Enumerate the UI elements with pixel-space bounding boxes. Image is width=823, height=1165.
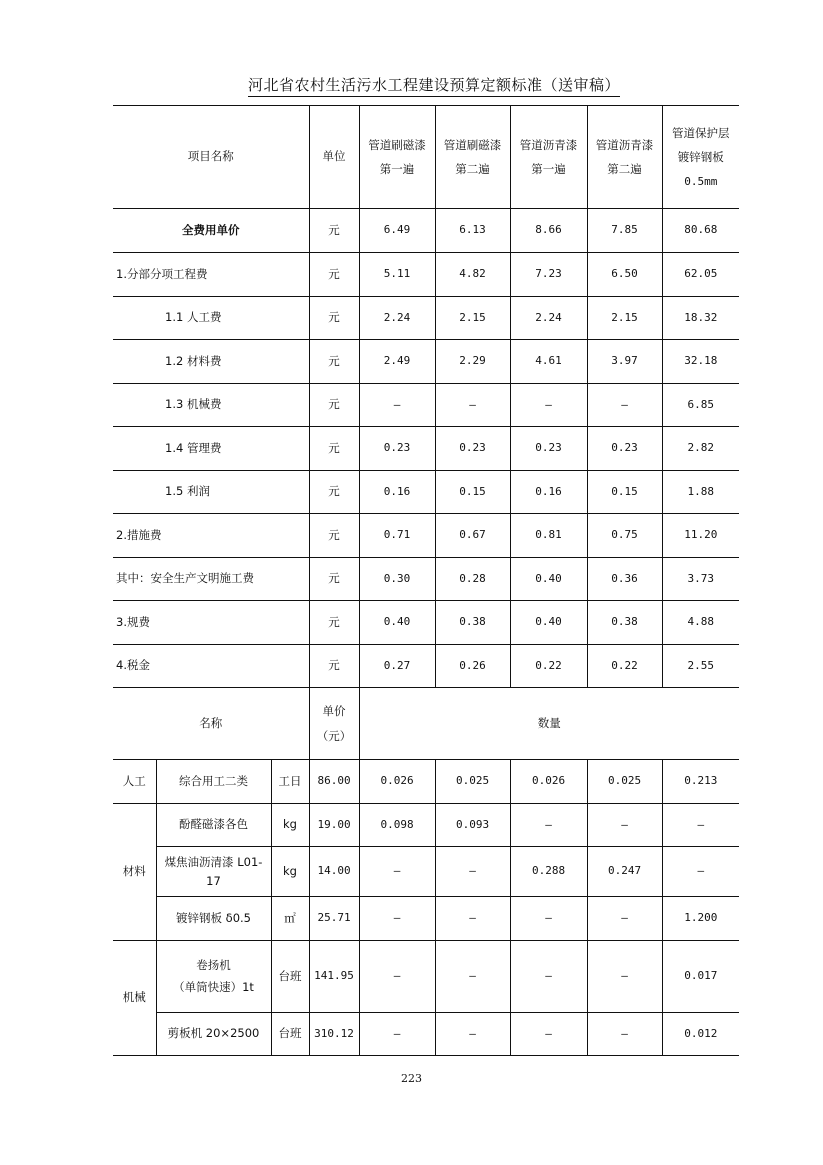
- cost-value: 2.82: [662, 427, 739, 471]
- cost-item-name: 2.措施费: [113, 514, 309, 558]
- cost-value: 0.71: [359, 514, 435, 558]
- cost-value: 2.29: [435, 340, 510, 384]
- cost-item-name: 1.2 材料费: [113, 340, 309, 384]
- document-title: 河北省农村生活污水工程建设预算定额标准（送审稿）: [248, 74, 620, 97]
- resource-quantity: –: [435, 847, 510, 897]
- resource-quantity: –: [435, 897, 510, 941]
- cost-value: 5.11: [359, 253, 435, 297]
- resource-quantity: 0.025: [435, 760, 510, 804]
- resource-name: 煤焦油沥清漆 L01-17: [156, 847, 271, 897]
- column-header-line: 第二遍: [455, 162, 490, 176]
- resource-quantity: –: [662, 847, 739, 897]
- cost-value: 18.32: [662, 297, 739, 340]
- cost-value: 0.15: [587, 471, 662, 514]
- resource-name: 酚醛磁漆各色: [156, 804, 271, 847]
- resource-quantity: –: [587, 804, 662, 847]
- resource-unit: ㎡: [271, 897, 309, 941]
- cost-item-name: 3.规费: [113, 601, 309, 645]
- cost-value: 0.22: [510, 645, 587, 688]
- resource-quantity: –: [435, 941, 510, 1013]
- resource-unit: 台班: [271, 941, 309, 1013]
- cost-value: 7.23: [510, 253, 587, 297]
- cost-value: 62.05: [662, 253, 739, 297]
- resource-quantity: 0.017: [662, 941, 739, 1013]
- cost-item-unit: 元: [309, 384, 359, 427]
- column-header-1: [359, 106, 435, 209]
- resource-name: 剪板机 20×2500: [156, 1013, 271, 1056]
- resource-unit-price: 19.00: [309, 804, 359, 847]
- cost-value: 0.23: [359, 427, 435, 471]
- column-header-4: [587, 106, 662, 209]
- resource-quantity: 0.247: [587, 847, 662, 897]
- resource-row: [113, 804, 739, 847]
- cost-row: [113, 558, 739, 601]
- cost-item-unit: 元: [309, 427, 359, 471]
- resource-quantity: 0.026: [510, 760, 587, 804]
- cost-value: 32.18: [662, 340, 739, 384]
- resource-row: [113, 941, 739, 1013]
- resource-quantity: –: [587, 1013, 662, 1056]
- quantity-header: 数量: [359, 688, 739, 760]
- cost-item-unit: 元: [309, 601, 359, 645]
- resource-quantity: –: [662, 804, 739, 847]
- column-header-line: 第一遍: [379, 162, 415, 176]
- resource-unit-price: 25.71: [309, 897, 359, 941]
- cost-item-name: 1.5 利润: [113, 471, 309, 514]
- cost-value: 3.97: [587, 340, 662, 384]
- cost-row: [113, 645, 739, 688]
- resource-unit: 台班: [271, 1013, 309, 1056]
- resource-unit-price: 86.00: [309, 760, 359, 804]
- cost-value: 0.15: [435, 471, 510, 514]
- resource-quantity: 0.213: [662, 760, 739, 804]
- cost-value: 7.85: [587, 209, 662, 253]
- resource-category: 人工: [113, 760, 156, 804]
- cost-value: 2.15: [435, 297, 510, 340]
- cost-value: 0.40: [510, 558, 587, 601]
- cost-item-unit: 元: [309, 558, 359, 601]
- resource-category: 机械: [113, 941, 156, 1056]
- column-header-line: 第一遍: [531, 162, 566, 176]
- column-header-line: 第二遍: [607, 162, 642, 176]
- resource-unit: kg: [271, 804, 309, 847]
- cost-item-unit: 元: [309, 645, 359, 688]
- cost-row: [113, 384, 739, 427]
- resource-name: 镀锌钢板 δ0.5: [156, 897, 271, 941]
- resource-name-line: 卷扬机: [196, 957, 231, 972]
- cost-value: 2.24: [359, 297, 435, 340]
- resource-quantity: –: [510, 804, 587, 847]
- resource-unit: 工日: [271, 760, 309, 804]
- cost-value: 2.49: [359, 340, 435, 384]
- column-header-line: 管道沥青漆: [519, 137, 578, 152]
- unit-header: 单位: [309, 106, 359, 209]
- cost-value: 2.55: [662, 645, 739, 688]
- resource-category: 材料: [113, 804, 156, 941]
- cost-value: 11.20: [662, 514, 739, 558]
- resource-quantity: –: [435, 1013, 510, 1056]
- resource-name-header: 名称: [113, 688, 309, 760]
- resource-quantity: –: [359, 897, 435, 941]
- cost-value: 2.15: [587, 297, 662, 340]
- cost-item-name: 4.税金: [113, 645, 309, 688]
- item-name-header: 项目名称: [113, 106, 309, 209]
- cost-value: 6.49: [359, 209, 435, 253]
- cost-value: –: [435, 384, 510, 427]
- resource-quantity: 0.288: [510, 847, 587, 897]
- cost-value: 0.16: [359, 471, 435, 514]
- cost-row: [113, 209, 739, 253]
- resource-name-line: （单筒快速）1t: [173, 979, 254, 994]
- resource-quantity: –: [587, 941, 662, 1013]
- cost-value: 3.73: [662, 558, 739, 601]
- cost-value: –: [359, 384, 435, 427]
- resource-quantity: 0.012: [662, 1013, 739, 1056]
- cost-value: 0.30: [359, 558, 435, 601]
- cost-value: 0.22: [587, 645, 662, 688]
- cost-value: 80.68: [662, 209, 739, 253]
- cost-value: 0.38: [435, 601, 510, 645]
- cost-item-unit: 元: [309, 471, 359, 514]
- resource-unit-price: 141.95: [309, 941, 359, 1013]
- cost-item-name: 1.4 管理费: [113, 427, 309, 471]
- column-header-line: 管道沥青漆: [595, 137, 654, 152]
- cost-item-name: 1.3 机械费: [113, 384, 309, 427]
- cost-value: 4.88: [662, 601, 739, 645]
- column-header-line: 0.5mm: [684, 174, 718, 188]
- column-header-3: [510, 106, 587, 209]
- cost-value: 0.16: [510, 471, 587, 514]
- table-header-row: [113, 106, 739, 209]
- resource-name: 综合用工二类: [156, 760, 271, 804]
- resource-quantity: 0.098: [359, 804, 435, 847]
- resource-quantity: 1.200: [662, 897, 739, 941]
- column-header-line: 管道刷磁漆: [368, 137, 426, 152]
- cost-value: 0.40: [359, 601, 435, 645]
- cost-value: 0.26: [435, 645, 510, 688]
- cost-value: 2.24: [510, 297, 587, 340]
- cost-value: 8.66: [510, 209, 587, 253]
- cost-value: 0.40: [510, 601, 587, 645]
- cost-value: 4.82: [435, 253, 510, 297]
- resource-quantity: –: [510, 1013, 587, 1056]
- resource-quantity: –: [510, 897, 587, 941]
- resource-name: [156, 941, 271, 1013]
- resource-row: [113, 897, 739, 941]
- cost-row: [113, 471, 739, 514]
- resource-row: [113, 1013, 739, 1056]
- cost-row: [113, 514, 739, 558]
- cost-value: 6.13: [435, 209, 510, 253]
- cost-row: [113, 253, 739, 297]
- cost-value: 0.23: [435, 427, 510, 471]
- cost-item-name: 1.分部分项工程费: [113, 253, 309, 297]
- cost-value: 0.75: [587, 514, 662, 558]
- resource-quantity: –: [359, 941, 435, 1013]
- resource-row: [113, 847, 739, 897]
- column-header-2: [435, 106, 510, 209]
- cost-item-unit: 元: [309, 340, 359, 384]
- cost-item-name: 全费用单价: [113, 209, 309, 253]
- unit-price-header: [309, 688, 359, 760]
- resource-quantity: 0.025: [587, 760, 662, 804]
- resource-unit-price: 14.00: [309, 847, 359, 897]
- column-header-5: [662, 106, 739, 209]
- cost-value: 0.23: [587, 427, 662, 471]
- cost-value: 1.88: [662, 471, 739, 514]
- resource-quantity: 0.026: [359, 760, 435, 804]
- resource-row: [113, 760, 739, 804]
- resource-quantity: –: [359, 1013, 435, 1056]
- cost-value: 0.27: [359, 645, 435, 688]
- cost-value: 0.81: [510, 514, 587, 558]
- cost-value: –: [587, 384, 662, 427]
- cost-value: 4.61: [510, 340, 587, 384]
- cost-item-name: 其中：安全生产文明施工费: [113, 558, 309, 601]
- unit-price-header-line: （元）: [316, 728, 352, 743]
- unit-price-header-line: 单价: [322, 704, 346, 719]
- resource-unit-price: 310.12: [309, 1013, 359, 1056]
- column-header-line: 镀锌钢板: [677, 150, 724, 165]
- cost-value: 6.50: [587, 253, 662, 297]
- column-header-line: 管道保护层: [672, 126, 730, 141]
- resource-quantity: –: [587, 897, 662, 941]
- cost-item-name: 1.1 人工费: [113, 297, 309, 340]
- resource-quantity: –: [510, 941, 587, 1013]
- cost-value: 0.38: [587, 601, 662, 645]
- cost-row: [113, 601, 739, 645]
- cost-item-unit: 元: [309, 253, 359, 297]
- cost-value: 0.23: [510, 427, 587, 471]
- cost-value: –: [510, 384, 587, 427]
- cost-row: [113, 297, 739, 340]
- page-number: 223: [401, 1072, 422, 1085]
- resource-unit: kg: [271, 847, 309, 897]
- resource-quantity: 0.093: [435, 804, 510, 847]
- column-header-line: 管道刷磁漆: [443, 137, 502, 152]
- cost-item-unit: 元: [309, 209, 359, 253]
- cost-row: [113, 340, 739, 384]
- cost-value: 6.85: [662, 384, 739, 427]
- cost-value: 0.67: [435, 514, 510, 558]
- cost-row: [113, 427, 739, 471]
- resource-header-row: [113, 688, 739, 760]
- quota-table: [113, 105, 739, 1056]
- cost-value: 0.28: [435, 558, 510, 601]
- cost-item-unit: 元: [309, 514, 359, 558]
- cost-item-unit: 元: [309, 297, 359, 340]
- cost-value: 0.36: [587, 558, 662, 601]
- resource-quantity: –: [359, 847, 435, 897]
